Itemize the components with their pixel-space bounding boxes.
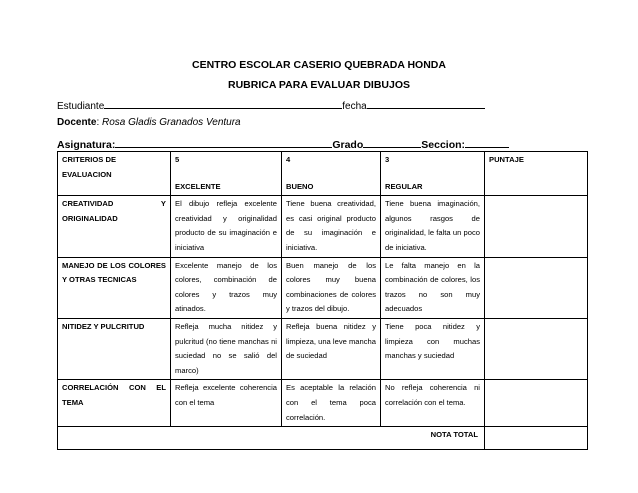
student-line: [57, 98, 485, 112]
rubric-table: [57, 151, 588, 450]
bueno-cell: Refleja buena nitidez y limpieza, una leve mancha de suciedad: [282, 318, 381, 379]
regular-cell: Tiene buena imaginación, algunos rasgos de originalidad, le falta un poco de iniciativa.: [381, 196, 485, 257]
header-bueno-score: 4: [286, 155, 291, 164]
subject-line: [57, 137, 509, 151]
table-row: [58, 318, 588, 379]
criterion-cell: NITIDEZ Y PULCRITUD: [58, 318, 171, 379]
total-score-cell[interactable]: [485, 427, 588, 450]
score-cell[interactable]: [485, 196, 588, 257]
total-label: NOTA TOTAL: [58, 427, 485, 450]
regular-cell: Tiene poca nitidez y limpieza con muchas manchas y suciedad: [381, 318, 485, 379]
section-label: Seccion:: [421, 139, 466, 151]
header-excelente-level: EXCELENTE: [175, 181, 221, 191]
score-cell[interactable]: [485, 257, 588, 318]
header-row: [58, 152, 588, 196]
rubric-title: RUBRICA PARA EVALUAR DIBUJOS: [227, 79, 410, 91]
table-row: [58, 196, 588, 257]
criterion-cell: CORRELACIÓN CON EL TEMA: [58, 380, 171, 427]
header-bueno: [282, 152, 381, 196]
date-label: fecha: [342, 101, 367, 112]
criterion-cell: MANEJO DE LOS COLORES Y OTRAS TECNICAS: [58, 257, 171, 318]
header-regular-level: REGULAR: [385, 181, 423, 191]
header-regular: [381, 152, 485, 196]
regular-cell: Le falta manejo en la combinación de colores, los trazos no son muy adecuados: [381, 257, 485, 318]
total-row: [58, 427, 588, 450]
student-label: Estudiante: [57, 101, 105, 112]
header-bueno-level: BUENO: [286, 181, 314, 191]
excelente-cell: Refleja excelente coherencia con el tema: [171, 380, 282, 427]
header-excelente: [171, 152, 282, 196]
bueno-cell: Buen manejo de los colores muy buena combinaciones de colores y trazos del dibujo.: [282, 257, 381, 318]
subject-blank[interactable]: [115, 137, 332, 148]
teacher-name: Rosa Gladis Granados Ventura: [102, 117, 241, 128]
teacher-line: [57, 117, 241, 128]
excelente-cell: El dibujo refleja excelente creatividad y originalidad producto de su imaginación e iniciativa: [171, 196, 282, 257]
bueno-cell: Tiene buena creatividad, es casi original producto de su imaginación e iniciativa.: [282, 196, 381, 257]
bueno-cell: Es aceptable la relación con el tema poca correlación.: [282, 380, 381, 427]
school-title: CENTRO ESCOLAR CASERIO QUEBRADA HONDA: [192, 59, 446, 71]
table-row: [58, 380, 588, 427]
header-regular-score: 3: [385, 155, 390, 164]
date-blank[interactable]: [367, 98, 485, 109]
excelente-cell: Excelente manejo de los colores, combinación de colores y trazos muy atinados.: [171, 257, 282, 318]
grade-label: Grado: [332, 139, 364, 151]
header-score: PUNTAJE: [485, 152, 588, 196]
criterion-cell: CREATIVIDAD Y ORIGINALIDAD: [58, 196, 171, 257]
teacher-colon: :: [96, 117, 103, 128]
excelente-cell: Refleja mucha nitidez y pulcritud (no tiene manchas ni suciedad no se salió del marco): [171, 318, 282, 379]
grade-blank[interactable]: [363, 137, 421, 148]
student-blank[interactable]: [104, 98, 342, 109]
teacher-label: Docente: [57, 117, 97, 128]
score-cell[interactable]: [485, 318, 588, 379]
table-row: [58, 257, 588, 318]
regular-cell: No refleja coherencia ni correlación con el tema.: [381, 380, 485, 427]
header-criteria: CRITERIOS DE EVALUACION: [58, 152, 171, 196]
header-excelente-score: 5: [175, 155, 180, 164]
score-cell[interactable]: [485, 380, 588, 427]
section-blank[interactable]: [465, 137, 509, 148]
subject-label: Asignatura:: [57, 139, 116, 151]
